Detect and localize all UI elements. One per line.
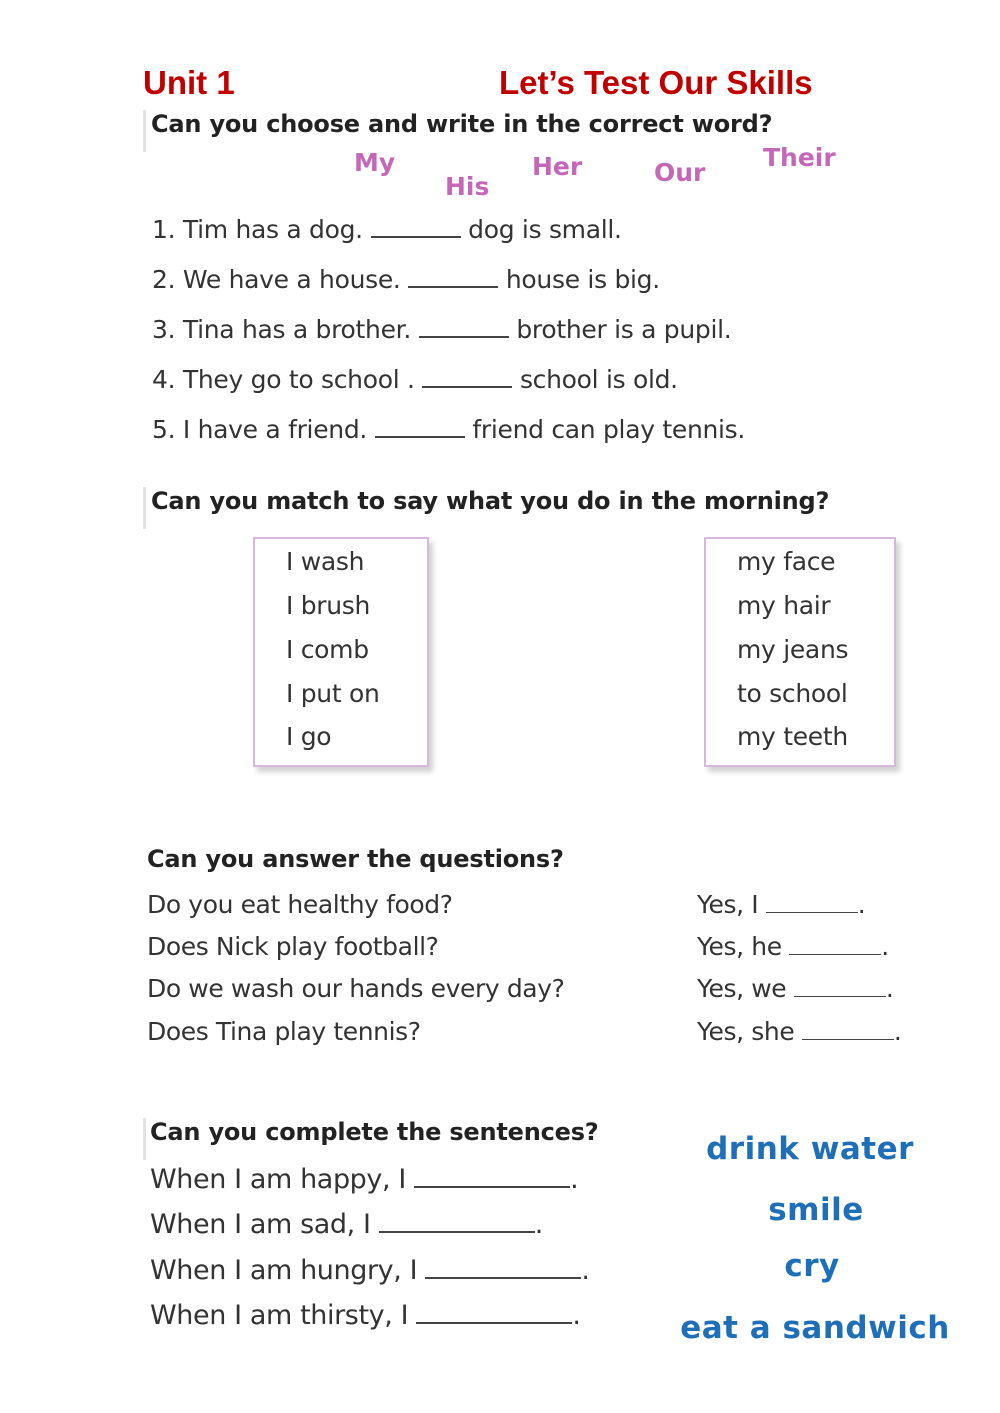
sentence-after: house is big. (505, 265, 660, 294)
match-right-item[interactable]: my face (737, 547, 836, 576)
fill-sentence-2 (152, 264, 660, 294)
sentence-after: dog is small. (468, 215, 622, 244)
answer-blank[interactable] (408, 264, 498, 288)
period: . (581, 1255, 590, 1286)
answer-blank[interactable] (414, 1164, 570, 1188)
period: . (893, 1017, 902, 1046)
match-right-box (704, 537, 896, 767)
answer-blank[interactable] (425, 1255, 581, 1279)
sentence-after: friend can play tennis. (472, 415, 746, 444)
word-option-their[interactable]: Their (763, 143, 836, 172)
answer-blank[interactable] (419, 314, 509, 338)
answer-blank[interactable] (802, 1017, 894, 1040)
answer-blank[interactable] (766, 890, 858, 913)
word-option-our[interactable]: Our (654, 158, 706, 187)
answer-blank[interactable] (416, 1300, 572, 1324)
option-eat-a-sandwich[interactable]: eat a sandwich (680, 1310, 950, 1346)
complete-sentence-2 (150, 1209, 543, 1240)
fill-sentence-1 (152, 214, 622, 244)
match-right-item[interactable]: my teeth (737, 722, 848, 751)
period: . (570, 1164, 579, 1195)
match-right-item[interactable]: to school (737, 679, 848, 708)
option-cry[interactable]: cry (784, 1248, 840, 1284)
sentence-after: brother is a pupil. (516, 315, 732, 344)
sentence-start: When I am thirsty, I (150, 1300, 409, 1331)
match-right-item[interactable]: my jeans (737, 635, 849, 664)
unit-label: Unit 1 (143, 64, 235, 101)
option-drink-water[interactable]: drink water (706, 1131, 914, 1167)
answer-prefix: Yes, I (697, 890, 759, 919)
answer-line-3 (697, 974, 893, 1003)
answer-blank[interactable] (371, 214, 461, 238)
complete-sentence-4 (150, 1300, 581, 1331)
sentence-start: When I am happy, I (150, 1164, 406, 1195)
heading-accent-bar (143, 1118, 146, 1160)
answer-blank[interactable] (422, 364, 512, 388)
answer-blank[interactable] (379, 1209, 535, 1233)
question-4: Does Tina play tennis? (147, 1017, 421, 1046)
match-left-item[interactable]: I go (286, 722, 332, 751)
sentence-before: 5. I have a friend. (152, 415, 368, 444)
match-left-item[interactable]: I brush (286, 591, 371, 620)
question-1: Do you eat healthy food? (147, 890, 453, 919)
complete-sentence-1 (150, 1164, 578, 1195)
section3-heading: Can you answer the questions? (147, 845, 564, 873)
answer-blank[interactable] (789, 932, 881, 955)
answer-line-2 (697, 932, 889, 961)
sentence-before: 1. Tim has a dog. (152, 215, 363, 244)
word-option-my[interactable]: My (354, 148, 396, 177)
word-option-his[interactable]: His (445, 172, 490, 201)
sentence-start: When I am hungry, I (150, 1255, 418, 1286)
answer-prefix: Yes, she (697, 1017, 795, 1046)
complete-sentence-3 (150, 1255, 590, 1286)
sentence-before: 3. Tina has a brother. (152, 315, 412, 344)
question-3: Do we wash our hands every day? (147, 974, 565, 1003)
answer-prefix: Yes, we (697, 974, 787, 1003)
fill-sentence-3 (152, 314, 731, 344)
match-right-item[interactable]: my hair (737, 591, 831, 620)
sentence-after: school is old. (519, 365, 678, 394)
sentence-start: When I am sad, I (150, 1209, 371, 1240)
match-left-item[interactable]: I put on (286, 679, 380, 708)
answer-line-4 (697, 1017, 901, 1046)
sentence-before: 2. We have a house. (152, 265, 401, 294)
match-left-item[interactable]: I comb (286, 635, 369, 664)
fill-sentence-4 (152, 364, 678, 394)
heading-accent-bar (143, 487, 146, 529)
answer-prefix: Yes, he (697, 932, 782, 961)
heading-accent-bar (143, 110, 146, 152)
question-2: Does Nick play football? (147, 932, 439, 961)
sentence-before: 4. They go to school . (152, 365, 415, 394)
page-title: Let’s Test Our Skills (499, 64, 813, 101)
match-left-item[interactable]: I wash (286, 547, 365, 576)
answer-blank[interactable] (794, 974, 886, 997)
period: . (534, 1209, 543, 1240)
answer-blank[interactable] (375, 414, 465, 438)
section2-heading: Can you match to say what you do in the morning? (151, 487, 830, 515)
word-option-her[interactable]: Her (532, 152, 583, 181)
period: . (857, 890, 866, 919)
period: . (572, 1300, 581, 1331)
fill-sentence-5 (152, 414, 745, 444)
period: . (881, 932, 889, 961)
section1-heading: Can you choose and write in the correct word? (151, 110, 773, 138)
match-left-box (253, 537, 429, 767)
option-smile[interactable]: smile (768, 1192, 864, 1228)
period: . (885, 974, 894, 1003)
answer-line-1 (697, 890, 865, 919)
section4-heading: Can you complete the sentences? (150, 1118, 599, 1146)
